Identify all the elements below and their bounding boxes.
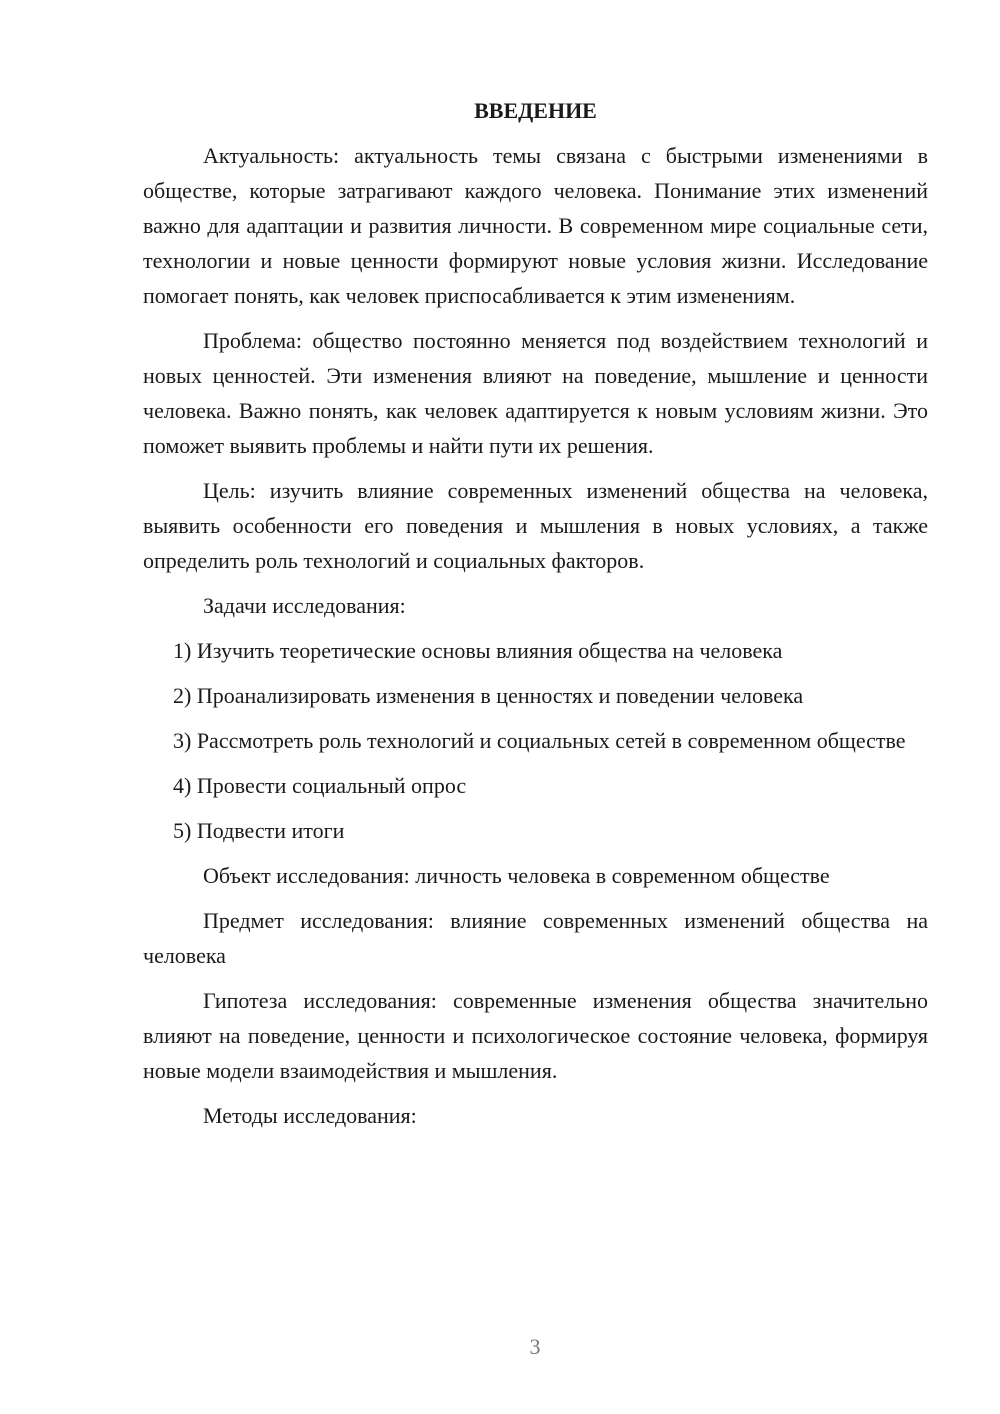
problem-paragraph: Проблема: общество постоянно меняется под воздействием технологий и новых ценностей. Эти изменения влияют на поведение, мышление и ценности человека. Важно понять, как человек адаптируется к новым условиям жизни. Это поможет выявить проблемы и найти пути их решения. <box>143 328 928 458</box>
list-item: 4) Провести социальный опрос <box>173 773 467 798</box>
hypothesis-paragraph: Гипотеза исследования: современные изменения общества значительно влияют на поведение, ценности и психологическое состояние человека, формируя новые модели взаимодействия и мышления. <box>143 988 928 1083</box>
list-item: 5) Подвести итоги <box>173 818 345 843</box>
subject-paragraph: Предмет исследования: влияние современных изменений общества на человека <box>143 908 928 968</box>
document-body <box>143 96 928 1143</box>
list-item: 3) Рассмотреть роль технологий и социальных сетей в современном обществе <box>173 728 906 753</box>
methods-title: Методы исследования: <box>203 1103 417 1128</box>
tasks-list <box>143 633 928 848</box>
tasks-title: Задачи исследования: <box>203 593 406 618</box>
list-item: 2) Проанализировать изменения в ценностях и поведении человека <box>173 683 804 708</box>
goal-paragraph: Цель: изучить влияние современных изменений общества на человека, выявить особенности его поведения и мышления в новых условиях, а также определить роль технологий и социальных факторов. <box>143 478 928 573</box>
page-number: 3 <box>529 1334 541 1359</box>
section-heading: ВВЕДЕНИЕ <box>474 98 597 123</box>
object-paragraph: Объект исследования: личность человека в современном обществе <box>203 863 830 888</box>
relevance-paragraph: Актуальность: актуальность темы связана с быстрыми изменениями в обществе, которые затрагивают каждого человека. Понимание этих изменений важно для адаптации и развития личности. В современном мире социальные сети, технологии и новые ценности формируют новые условия жизни. Исследование помогает понять, как человек приспосабливается к этим изменениям. <box>143 143 928 308</box>
list-item: 1) Изучить теоретические основы влияния общества на человека <box>173 638 783 663</box>
